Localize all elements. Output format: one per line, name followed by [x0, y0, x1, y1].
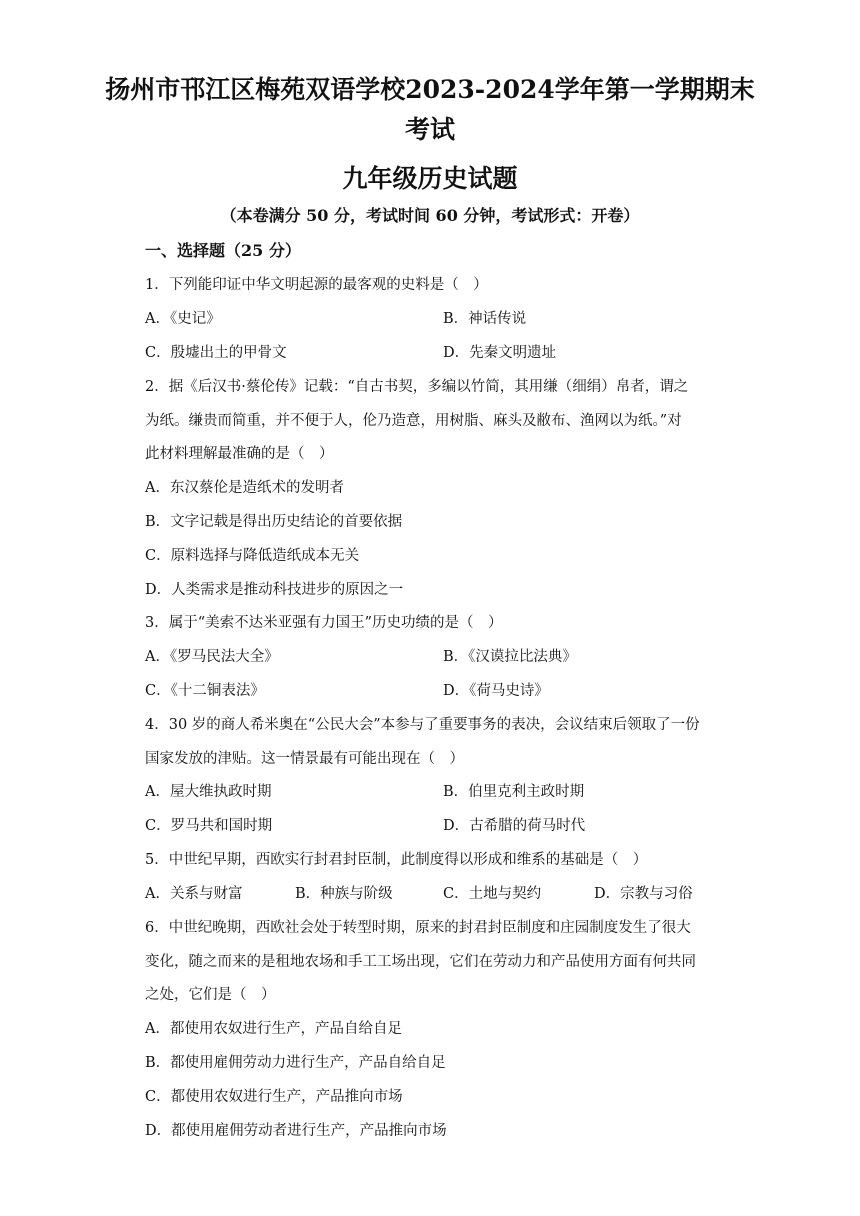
question-5-stem: 5．中世纪早期，西欧实行封君封臣制，此制度得以形成和维系的基础是（ ） [145, 852, 648, 868]
question-1-stem: 1．下列能印证中华文明起源的最客观的史料是（ ） [145, 277, 488, 293]
exam-title: 扬州市邗江区梅苑双语学校2023-2024学年第一学期期末 [105, 75, 755, 104]
question-5-option-a: A．关系与财富 [145, 886, 243, 902]
question-6-option-d: D．都使用雇佣劳动者进行生产，产品推向市场 [145, 1123, 447, 1139]
question-1-option-d: D．先秦文明遗址 [443, 345, 557, 361]
question-4-option-c: C．罗马共和国时期 [145, 818, 273, 834]
question-6-option-c: C．都使用农奴进行生产，产品推向市场 [145, 1089, 403, 1105]
question-2-option-c: C．原料选择与降低造纸成本无关 [145, 548, 360, 564]
question-3-stem: 3．属于“美索不达米亚强有力国王”历史功绩的是（ ） [145, 615, 503, 631]
question-4-stem-line-2: 国家发放的津贴。这一情景最有可能出现在（ ） [145, 751, 464, 767]
question-5-option-c: C．土地与契约 [443, 886, 542, 902]
exam-title-continued: 考试 [404, 115, 455, 144]
question-3-option-c: C．《十二铜表法》 [145, 683, 265, 699]
section-heading: 一、选择题（25 分） [145, 241, 301, 260]
question-1-option-a: A．《史记》 [145, 311, 221, 327]
question-6-stem-line-2: 变化，随之而来的是租地农场和手工工场出现，它们在劳动力和产品使用方面有何共同 [145, 954, 696, 970]
question-4-option-d: D．古希腊的荷马时代 [443, 818, 586, 834]
question-6-option-b: B．都使用雇佣劳动力进行生产，产品自给自足 [145, 1055, 446, 1071]
question-6-stem-line-3: 之处，它们是（ ） [145, 987, 276, 1003]
question-4-stem-line-1: 4．30 岁的商人希米奥在“公民大会”本参与了重要事务的表决，会议结束后领取了一份 [145, 717, 700, 733]
question-3-option-d: D．《荷马史诗》 [443, 683, 549, 699]
question-2-option-b: B．文字记载是得出历史结论的首要依据 [145, 514, 403, 530]
question-6-stem-line-1: 6．中世纪晚期，西欧社会处于转型时期，原来的封君封臣制度和庄园制度发生了很大 [145, 920, 691, 936]
question-2-option-a: A．东汉蔡伦是造纸术的发明者 [145, 480, 344, 496]
exam-subject-title: 九年级历史试题 [342, 164, 518, 193]
question-6-option-a: A．都使用农奴进行生产，产品自给自足 [145, 1021, 402, 1037]
question-4-option-a: A．屋大维执政时期 [145, 784, 272, 800]
question-1-option-b: B．神话传说 [443, 311, 527, 327]
question-2-stem-line-2: 为纸。缣贵而简重，并不便于人，伦乃造意，用树脂、麻头及敝布、渔网以为纸。”对 [145, 413, 682, 429]
question-2-stem-line-3: 此材料理解最准确的是（ ） [145, 446, 334, 462]
question-4-option-b: B．伯里克利主政时期 [443, 784, 585, 800]
question-5-option-b: B．种族与阶级 [295, 886, 393, 902]
question-3-option-b: B．《汉谟拉比法典》 [443, 649, 577, 665]
question-2-option-d: D．人类需求是推动科技进步的原因之一 [145, 582, 404, 598]
question-5-option-d: D．宗教与习俗 [594, 886, 693, 902]
question-2-stem-line-1: 2．据《后汉书·蔡伦传》记载：“自古书契，多编以竹简，其用缣（细绢）帛者，谓之 [145, 379, 689, 395]
question-1-option-c: C．殷墟出土的甲骨文 [145, 345, 287, 361]
question-3-option-a: A．《罗马民法大全》 [145, 649, 279, 665]
exam-info: （本卷满分 50 分，考试时间 60 分钟，考试形式：开卷） [220, 206, 640, 225]
